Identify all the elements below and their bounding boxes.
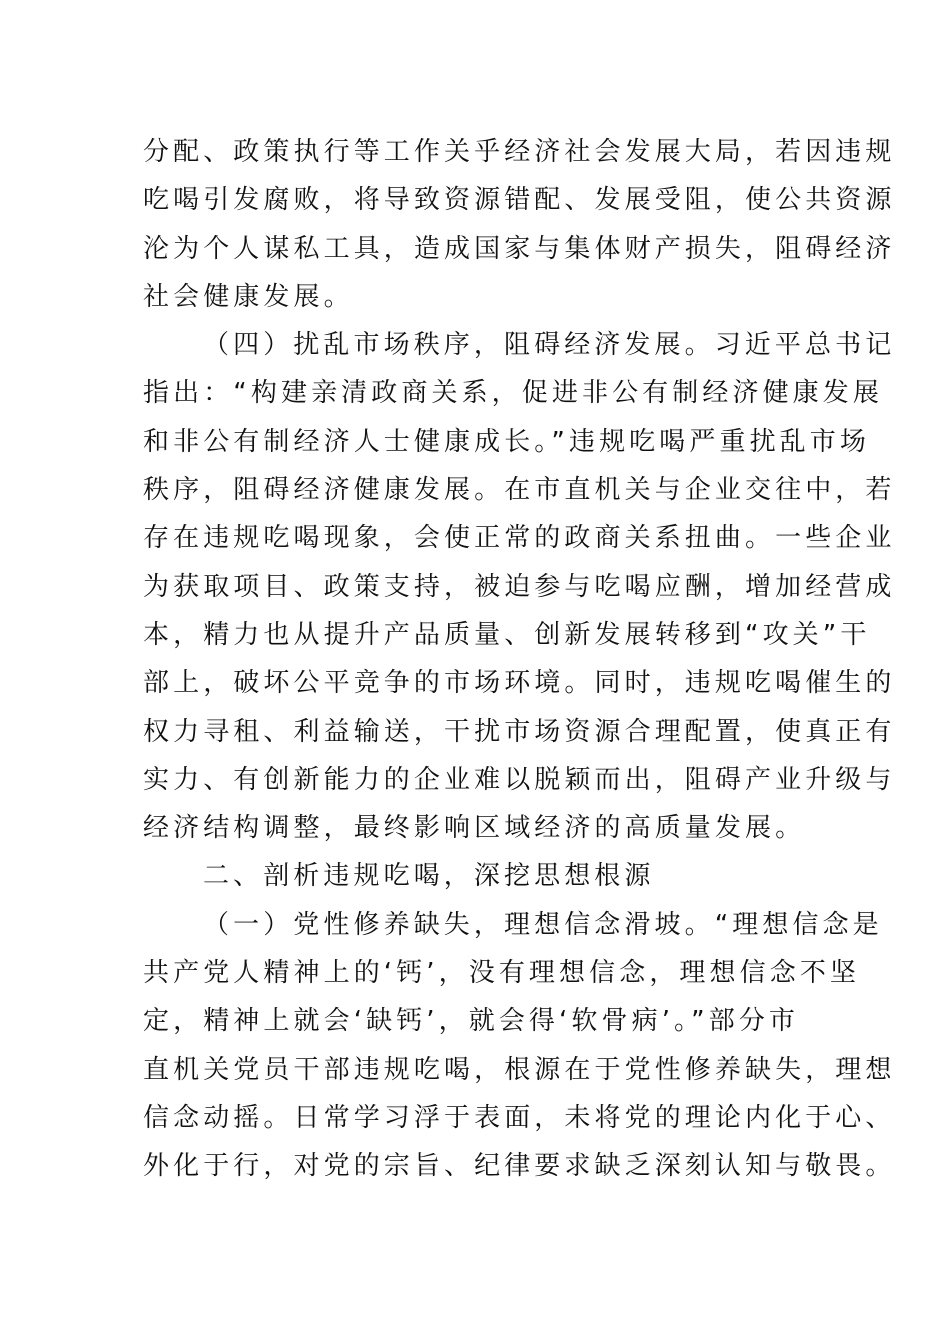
text-line: 为获取项目、政策支持，被迫参与吃喝应酬，增加经营成 (143, 571, 896, 602)
text-line: 和非公有制经济人士健康成长。”违规吃喝严重扰乱市场 (143, 426, 870, 457)
text-line: 信念动摇。日常学习浮于表面，未将党的理论内化于心、 (143, 1102, 896, 1133)
text-line: 外化于行，对党的宗旨、纪律要求缺乏深刻认知与敬畏。 (143, 1151, 896, 1182)
text-line: 部上，破坏公平竞争的市场环境。同时，违规吃喝催生的 (143, 668, 896, 699)
text-line: 共产党人精神上的‘钙’，没有理想信念，理想信念不坚 (143, 958, 861, 989)
document-body (143, 128, 896, 1191)
text-line: 秩序，阻碍经济健康发展。在市直机关与企业交往中，若 (143, 475, 896, 506)
section-heading-1: （一）党性修养缺失，理想信念滑坡。“理想信念是 (203, 909, 883, 940)
chapter-heading-2: 二、剖析违规吃喝，深挖思想根源 (203, 861, 655, 892)
text-line: 本，精力也从提升产品质量、创新发展转移到“攻关”干 (143, 619, 871, 650)
text-line: 实力、有创新能力的企业难以脱颖而出，阻碍产业升级与 (143, 764, 896, 795)
text-line: 权力寻租、利益输送，干扰市场资源合理配置，使真正有 (143, 716, 896, 747)
text-line: 分配、政策执行等工作关乎经济社会发展大局，若因违规 (143, 137, 896, 167)
text-line: 经济结构调整，最终影响区域经济的高质量发展。 (143, 813, 806, 844)
text-line: 定，精神上就会‘缺钙’，就会得‘软骨病’。”部分市 (143, 1006, 800, 1037)
text-line: 指出：“构建亲清政商关系，促进非公有制经济健康发展 (143, 378, 883, 409)
text-line: 吃喝引发腐败，将导致资源错配、发展受阻，使公共资源 (143, 185, 896, 216)
section-heading-4: （四）扰乱市场秩序，阻碍经济发展。习近平总书记 (203, 330, 896, 361)
text-line: 直机关党员干部违规吃喝，根源在于党性修养缺失，理想 (143, 1054, 896, 1085)
text-line: 社会健康发展。 (143, 281, 354, 312)
text-line: 存在违规吃喝现象，会使正常的政商关系扭曲。一些企业 (143, 523, 896, 554)
text-line: 沦为个人谋私工具，造成国家与集体财产损失，阻碍经济 (143, 233, 896, 264)
